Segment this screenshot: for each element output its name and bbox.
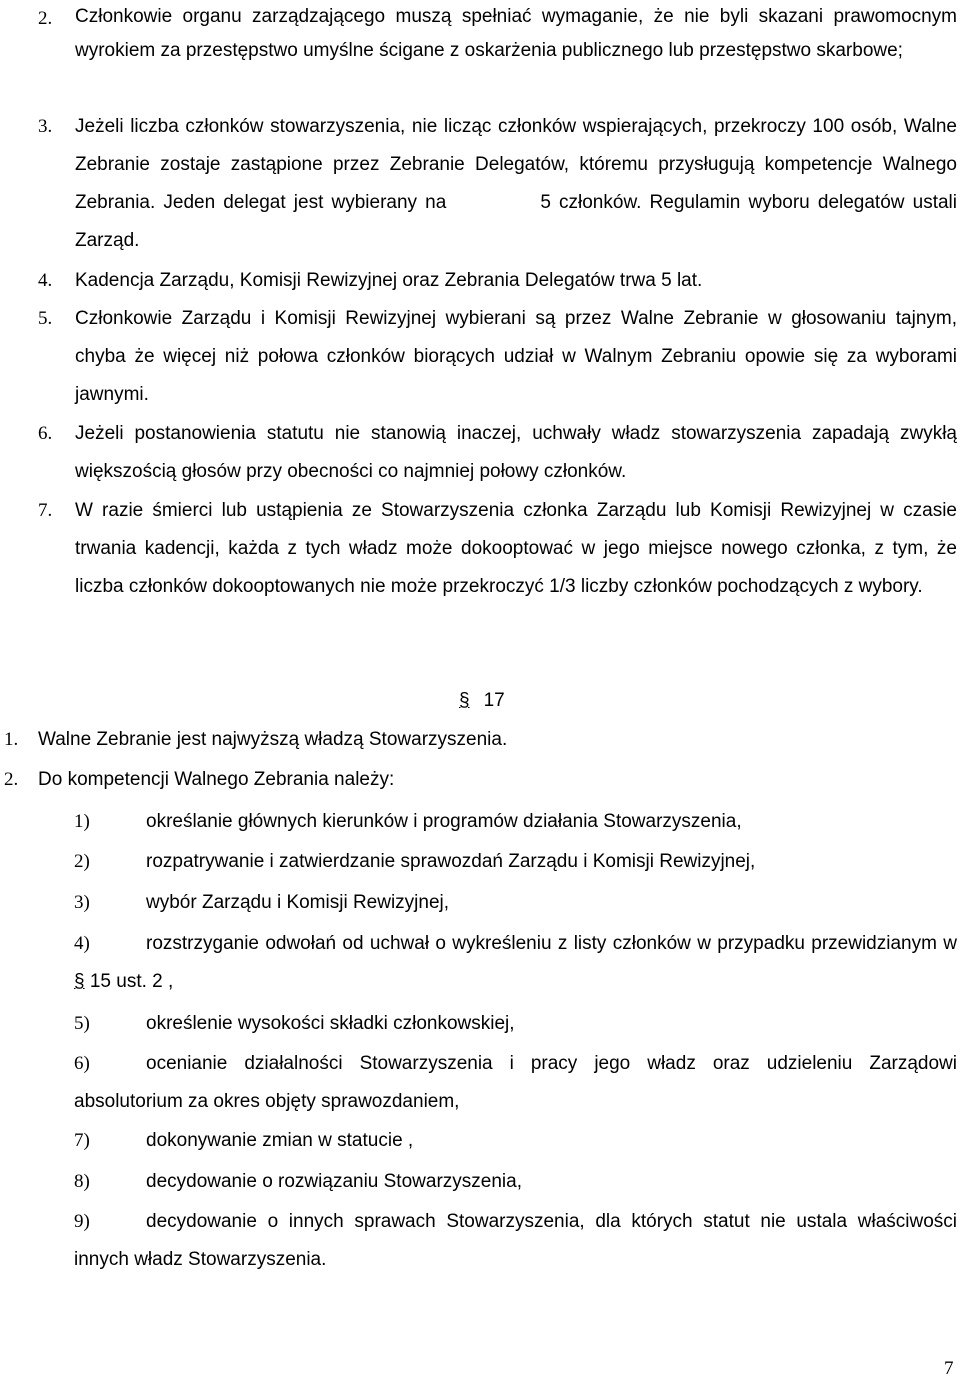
sub-text: rozpatrywanie i zatwierdzanie sprawozdań Zarządu i Komisji Rewizyjnej, <box>146 851 756 872</box>
sub-text: decydowanie o innych sprawach Stowarzyszenia, dla których statut nie ustala właściwości innych władz Stowarzyszenia. <box>74 1211 957 1270</box>
sub-text: określenie wysokości składki członkowskiej, <box>146 1013 515 1034</box>
sub-text: dokonywanie zmian w statucie , <box>146 1130 414 1151</box>
page-number: 7 <box>944 1358 954 1379</box>
list-text: Jeżeli postanowienia statutu nie stanowią inaczej, uchwały władz stowarzyszenia zapadają zwykłą większością głosów przy obecności co najmniej połowy członków. <box>75 423 957 482</box>
list-number: 2. <box>4 769 19 790</box>
list-number: 6. <box>38 423 53 444</box>
list-text: W razie śmierci lub ustąpienia ze Stowarzyszenia członka Zarządu lub Komisji Rewizyjnej w czasie trwania kadencji, każda z tych władz może dokooptować w jego miejsce nowego członka, z tym, że liczba członków dokooptowanych nie może przekroczyć 1/3 liczby członków pochodzących z wybory. <box>75 500 957 597</box>
list-text: Do kompetencji Walnego Zebrania należy: <box>38 769 395 790</box>
paragraph-symbol: § <box>459 690 470 711</box>
section-heading <box>459 686 505 716</box>
sub-text: określanie głównych kierunków i programów działania Stowarzyszenia, <box>146 811 742 832</box>
list-text: Członkowie organu zarządzającego muszą spełniać wymaganie, że nie byli skazani prawomocnym wyrokiem za przestępstwo umyślne ścigane z oskarżenia publicznego lub przestępstwo skarbowe; <box>75 6 957 61</box>
list-text <box>75 108 957 260</box>
list-text: Walne Zebranie jest najwyższą władzą Stowarzyszenia. <box>38 729 508 750</box>
sub-number: 1) <box>74 811 90 832</box>
sub-text <box>74 925 957 1001</box>
section-number: 17 <box>483 690 505 711</box>
list-number: 4. <box>38 270 53 291</box>
list-number: 5. <box>38 308 53 329</box>
list-number: 2. <box>38 8 53 29</box>
list-text: Kadencja Zarządu, Komisji Rewizyjnej oraz Zebrania Delegatów trwa 5 lat. <box>75 270 703 291</box>
list-text-part1: Jeżeli liczba członków stowarzyszenia, nie licząc członków wspierających, przekroczy 100 osób, Walne Zebranie zostaje zastąpione przez Zebranie Delegatów, któremu przysługują kompetencje Walnego Zebrania. Jeden delegat jest wybierany na <box>75 116 957 213</box>
sub-number: 6) <box>74 1053 90 1074</box>
sub-number: 9) <box>74 1211 90 1232</box>
paragraph-symbol: § <box>74 971 85 992</box>
sub-text: wybór Zarządu i Komisji Rewizyjnej, <box>146 892 450 913</box>
list-number: 7. <box>38 500 53 521</box>
list-number: 1. <box>4 729 19 750</box>
list-text: Członkowie Zarządu i Komisji Rewizyjnej wybierani są przez Walne Zebranie w głosowaniu tajnym, chyba że więcej niż połowa członków biorących udział w Walnym Zebraniu opowie się za wyborami jawnymi. <box>75 308 957 405</box>
sub-number: 8) <box>74 1171 90 1192</box>
sub-number: 2) <box>74 851 90 872</box>
sub-text: ocenianie działalności Stowarzyszenia i pracy jego władz oraz udzieleniu Zarządowi absolutorium za okres objęty sprawozdaniem, <box>74 1053 957 1112</box>
sub-text-before: rozstrzyganie odwołań od uchwał o wykreśleniu z listy członków w przypadku przewidzianym w <box>146 933 957 954</box>
sub-number: 5) <box>74 1013 90 1034</box>
sub-text-after: 15 ust. 2 , <box>89 971 174 992</box>
list-number: 3. <box>38 116 53 137</box>
sub-number: 4) <box>74 933 90 954</box>
sub-number: 3) <box>74 892 90 913</box>
sub-text: decydowanie o rozwiązaniu Stowarzyszenia, <box>146 1171 522 1192</box>
list-text-part2: 5 członków. Regulamin wyboru delegatów ustali Zarząd. <box>75 192 957 251</box>
sub-number: 7) <box>74 1130 90 1151</box>
